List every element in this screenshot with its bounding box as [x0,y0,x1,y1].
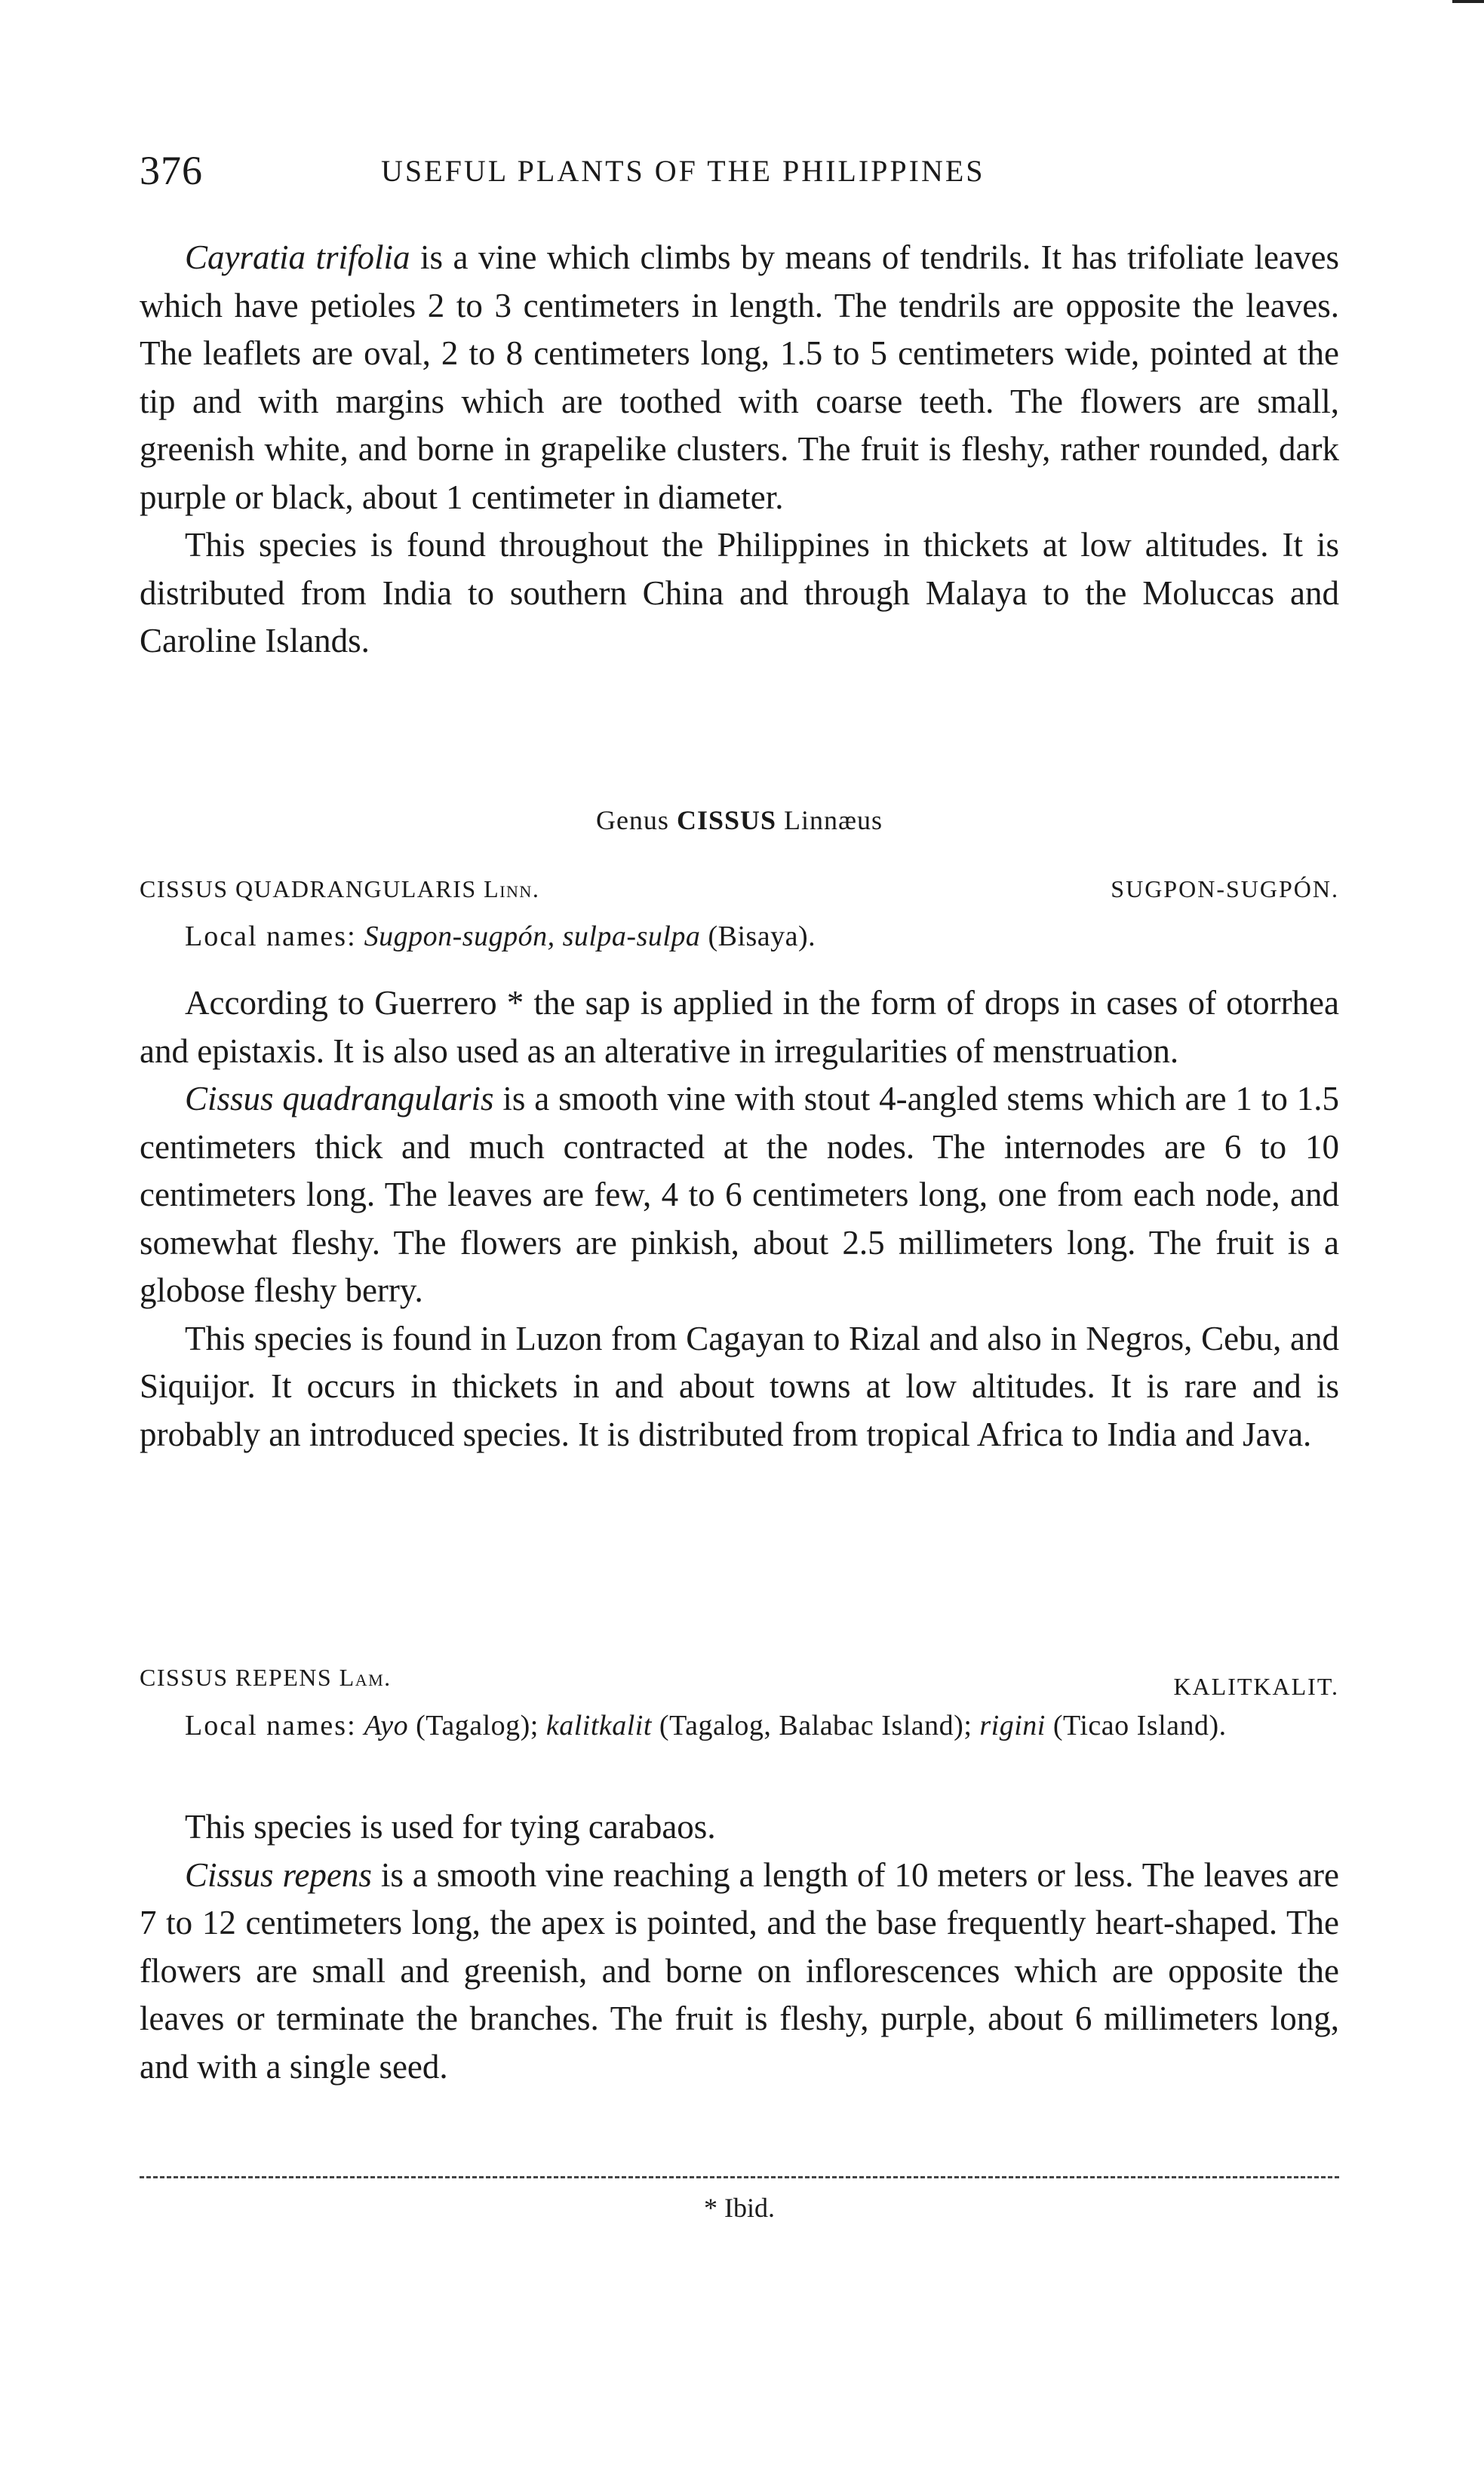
quadrangularis-local-names: Local names: Sugpon-sugpón, sulpa-sulpa (Bisaya). [185,921,816,952]
repens-local-names: Local names: Ayo (Tagalog); kalitkalit (Tagalog, Balabac Island); rigini (Ticao Island). [185,1710,1227,1741]
repens-heading [140,1664,1339,1702]
species-italic-name: Cissus repens [185,1855,372,1894]
footnote-divider [140,2176,1339,2178]
repens-description: Cissus repens is a smooth vine reaching a length of 10 meters or less. The leaves are 7 to 12 centimeters long, the apex is pointed, and the base frequently heart-shaped. The flowers are small and greenish, and borne on inflorescences which are opposite the leaves or terminate the branches. The fruit is fleshy, purple, about 6 millimeters long, and with a single seed. [140,1855,1339,2086]
cayratia-distribution: This species is found throughout the Philippines in thickets at low altitudes. It is distributed from India to southern China and through Malaya to the Moluccas and Caroline Islands. [140,526,1339,659]
species-italic-name: Cissus quadrangularis [185,1080,494,1117]
page-number: 376 [140,148,203,193]
common-name: KALITKALIT. [1173,1673,1339,1700]
quadrangularis-heading [140,875,1339,913]
running-head: USEFUL PLANTS OF THE PHILIPPINES [381,154,985,188]
genus-name: CISSUS [676,805,777,835]
cayratia-section [140,234,1339,666]
genus-heading [140,804,1339,836]
quadrangularis-description: Cissus quadrangularis is a smooth vine with stout 4-angled stems which are 1 to 1.5 centimeters thick and much contracted at the nodes. The internodes are 6 to 10 centimeters long. The leaves are few, 4 to 6 centimeters long, one from each node, and somewhat fleshy. The flowers are pinkish, about 2.5 millimeters long. The fruit is a globose fleshy berry. [140,1080,1339,1309]
repens-body [140,1803,1339,2091]
page-header [140,147,1347,200]
page-edge-mark [1452,0,1484,3]
repens-uses: This species is used for tying carabaos. [185,1808,716,1846]
species-heading: CISSUS REPENS Lam. [140,1664,392,1691]
species-italic-name: Cayratia trifolia [185,238,410,276]
genus-label: Genus [595,805,669,835]
genus-author: Linnæus [784,805,883,835]
species-heading: CISSUS QUADRANGULARIS Linn. [140,875,540,902]
quadrangularis-uses: According to Guerrero * the sap is applied in the form of drops in cases of otorrhea and epistaxis. It is also used as an alterative in irregularities of menstruation. [140,984,1339,1070]
common-name: SUGPON-SUGPÓN. [1111,875,1339,902]
quadrangularis-body [140,979,1339,1459]
cayratia-description: Cayratia trifolia is a vine which climbs by means of tendrils. It has trifoliate leaves which have petioles 2 to 3 centimeters in length. The tendrils are opposite the leaves. The leaflets are oval, 2 to 8 centimeters long, 1.5 to 5 centimeters wide, pointed at the tip and with margins which are toothed with coarse teeth. The flowers are small, greenish white, and borne in grapelike clusters. The fruit is fleshy, rather rounded, dark purple or black, about 1 centimeter in diameter. [140,238,1339,516]
quadrangularis-distribution: This species is found in Luzon from Cagayan to Rizal and also in Negros, Cebu, and Siquijor. It occurs in thickets in and about towns at low altitudes. It is rare and is probably an introduced species. It is distributed from tropical Africa to India and Java. [140,1319,1339,1453]
footnote: * Ibid. [704,2193,775,2223]
